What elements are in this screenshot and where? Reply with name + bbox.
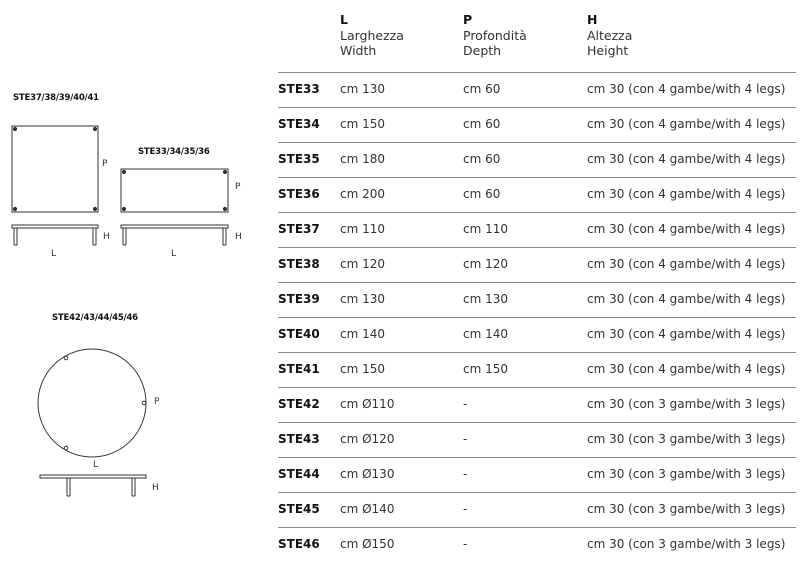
model-code: STE36 bbox=[278, 187, 320, 201]
header-height bbox=[587, 12, 632, 59]
height-value: cm 30 (con 3 gambe/with 3 legs) bbox=[587, 502, 786, 516]
round-width-dim: L bbox=[93, 460, 99, 470]
square-depth-dim: P bbox=[102, 159, 108, 169]
table-row bbox=[278, 107, 796, 143]
rect-table-side-view bbox=[121, 225, 228, 245]
header-height-it: Altezza bbox=[587, 27, 633, 43]
table-row bbox=[278, 387, 796, 423]
square-model-label: STE37/38/39/40/41 bbox=[13, 93, 99, 103]
header-width bbox=[340, 12, 404, 59]
header-depth bbox=[463, 12, 527, 59]
width-value: cm 110 bbox=[340, 222, 386, 236]
depth-value: - bbox=[463, 397, 468, 411]
model-code: STE44 bbox=[278, 467, 320, 481]
width-value: cm 120 bbox=[340, 257, 386, 271]
height-value: cm 30 (con 4 gambe/with 4 legs) bbox=[587, 187, 786, 201]
rect-model-label: STE33/34/35/36 bbox=[138, 147, 210, 157]
round-depth-dim: P bbox=[154, 397, 160, 407]
table-line-drawings bbox=[0, 0, 270, 556]
header-height-letter: H bbox=[587, 12, 598, 27]
height-value: cm 30 (con 3 gambe/with 3 legs) bbox=[587, 432, 786, 446]
height-value: cm 30 (con 4 gambe/with 4 legs) bbox=[587, 327, 786, 341]
depth-value: cm 130 bbox=[463, 292, 509, 306]
model-code: STE41 bbox=[278, 362, 320, 376]
header-width-en: Width bbox=[340, 43, 377, 58]
table-row bbox=[278, 457, 796, 493]
depth-value: cm 60 bbox=[463, 82, 501, 96]
header-height-en: Height bbox=[587, 43, 629, 58]
width-value: cm Ø140 bbox=[340, 502, 395, 516]
height-value: cm 30 (con 4 gambe/with 4 legs) bbox=[587, 292, 786, 306]
depth-value: - bbox=[463, 432, 468, 446]
table-row bbox=[278, 492, 796, 528]
width-value: cm 150 bbox=[340, 362, 386, 376]
table-row bbox=[278, 352, 796, 388]
width-value: cm Ø110 bbox=[340, 397, 395, 411]
table-row bbox=[278, 72, 796, 108]
table-row bbox=[278, 527, 796, 563]
depth-value: cm 140 bbox=[463, 327, 509, 341]
table-row bbox=[278, 177, 796, 213]
square-table-side-view bbox=[12, 225, 98, 245]
model-code: STE46 bbox=[278, 537, 320, 551]
round-height-dim: H bbox=[152, 483, 159, 493]
width-value: cm 150 bbox=[340, 117, 386, 131]
depth-value: cm 60 bbox=[463, 187, 501, 201]
model-code: STE40 bbox=[278, 327, 320, 341]
depth-value: cm 120 bbox=[463, 257, 509, 271]
height-value: cm 30 (con 4 gambe/with 4 legs) bbox=[587, 117, 786, 131]
model-code: STE43 bbox=[278, 432, 320, 446]
width-value: cm 130 bbox=[340, 292, 386, 306]
model-code: STE38 bbox=[278, 257, 320, 271]
rect-height-dim: H bbox=[235, 232, 242, 242]
depth-value: cm 110 bbox=[463, 222, 509, 236]
height-value: cm 30 (con 4 gambe/with 4 legs) bbox=[587, 257, 786, 271]
depth-value: - bbox=[463, 467, 468, 481]
header-depth-en: Depth bbox=[463, 43, 502, 58]
model-code: STE39 bbox=[278, 292, 320, 306]
height-value: cm 30 (con 3 gambe/with 3 legs) bbox=[587, 397, 786, 411]
round-model-label: STE42/43/44/45/46 bbox=[52, 313, 138, 323]
round-table-top-view bbox=[38, 349, 146, 457]
square-height-dim: H bbox=[103, 232, 110, 242]
rect-width-dim: L bbox=[171, 249, 177, 259]
rect-depth-dim: P bbox=[235, 182, 241, 192]
header-depth-it: Profondità bbox=[463, 27, 527, 43]
width-value: cm Ø150 bbox=[340, 537, 395, 551]
table-row bbox=[278, 142, 796, 178]
model-code: STE42 bbox=[278, 397, 320, 411]
square-table-top-view bbox=[12, 126, 98, 212]
width-value: cm 200 bbox=[340, 187, 386, 201]
width-value: cm 180 bbox=[340, 152, 386, 166]
table-row bbox=[278, 247, 796, 283]
height-value: cm 30 (con 3 gambe/with 3 legs) bbox=[587, 467, 786, 481]
height-value: cm 30 (con 3 gambe/with 3 legs) bbox=[587, 537, 786, 551]
header-depth-letter: P bbox=[463, 12, 473, 27]
height-value: cm 30 (con 4 gambe/with 4 legs) bbox=[587, 222, 786, 236]
square-width-dim: L bbox=[51, 249, 57, 259]
height-value: cm 30 (con 4 gambe/with 4 legs) bbox=[587, 362, 786, 376]
width-value: cm 130 bbox=[340, 82, 386, 96]
table-row bbox=[278, 317, 796, 353]
table-row bbox=[278, 422, 796, 458]
header-width-it: Larghezza bbox=[340, 27, 404, 43]
table-row bbox=[278, 282, 796, 318]
round-table-side-view bbox=[40, 475, 146, 496]
height-value: cm 30 (con 4 gambe/with 4 legs) bbox=[587, 152, 786, 166]
height-value: cm 30 (con 4 gambe/with 4 legs) bbox=[587, 82, 786, 96]
table-row bbox=[278, 212, 796, 248]
header-width-letter: L bbox=[340, 12, 348, 27]
model-code: STE35 bbox=[278, 152, 320, 166]
width-value: cm 140 bbox=[340, 327, 386, 341]
depth-value: - bbox=[463, 502, 468, 516]
depth-value: cm 60 bbox=[463, 117, 501, 131]
model-code: STE37 bbox=[278, 222, 320, 236]
model-code: STE33 bbox=[278, 82, 320, 96]
depth-value: - bbox=[463, 537, 468, 551]
model-code: STE45 bbox=[278, 502, 320, 516]
width-value: cm Ø120 bbox=[340, 432, 395, 446]
depth-value: cm 60 bbox=[463, 152, 501, 166]
model-code: STE34 bbox=[278, 117, 320, 131]
width-value: cm Ø130 bbox=[340, 467, 395, 481]
rect-table-top-view bbox=[121, 169, 228, 212]
depth-value: cm 150 bbox=[463, 362, 509, 376]
technical-drawings bbox=[0, 0, 270, 556]
